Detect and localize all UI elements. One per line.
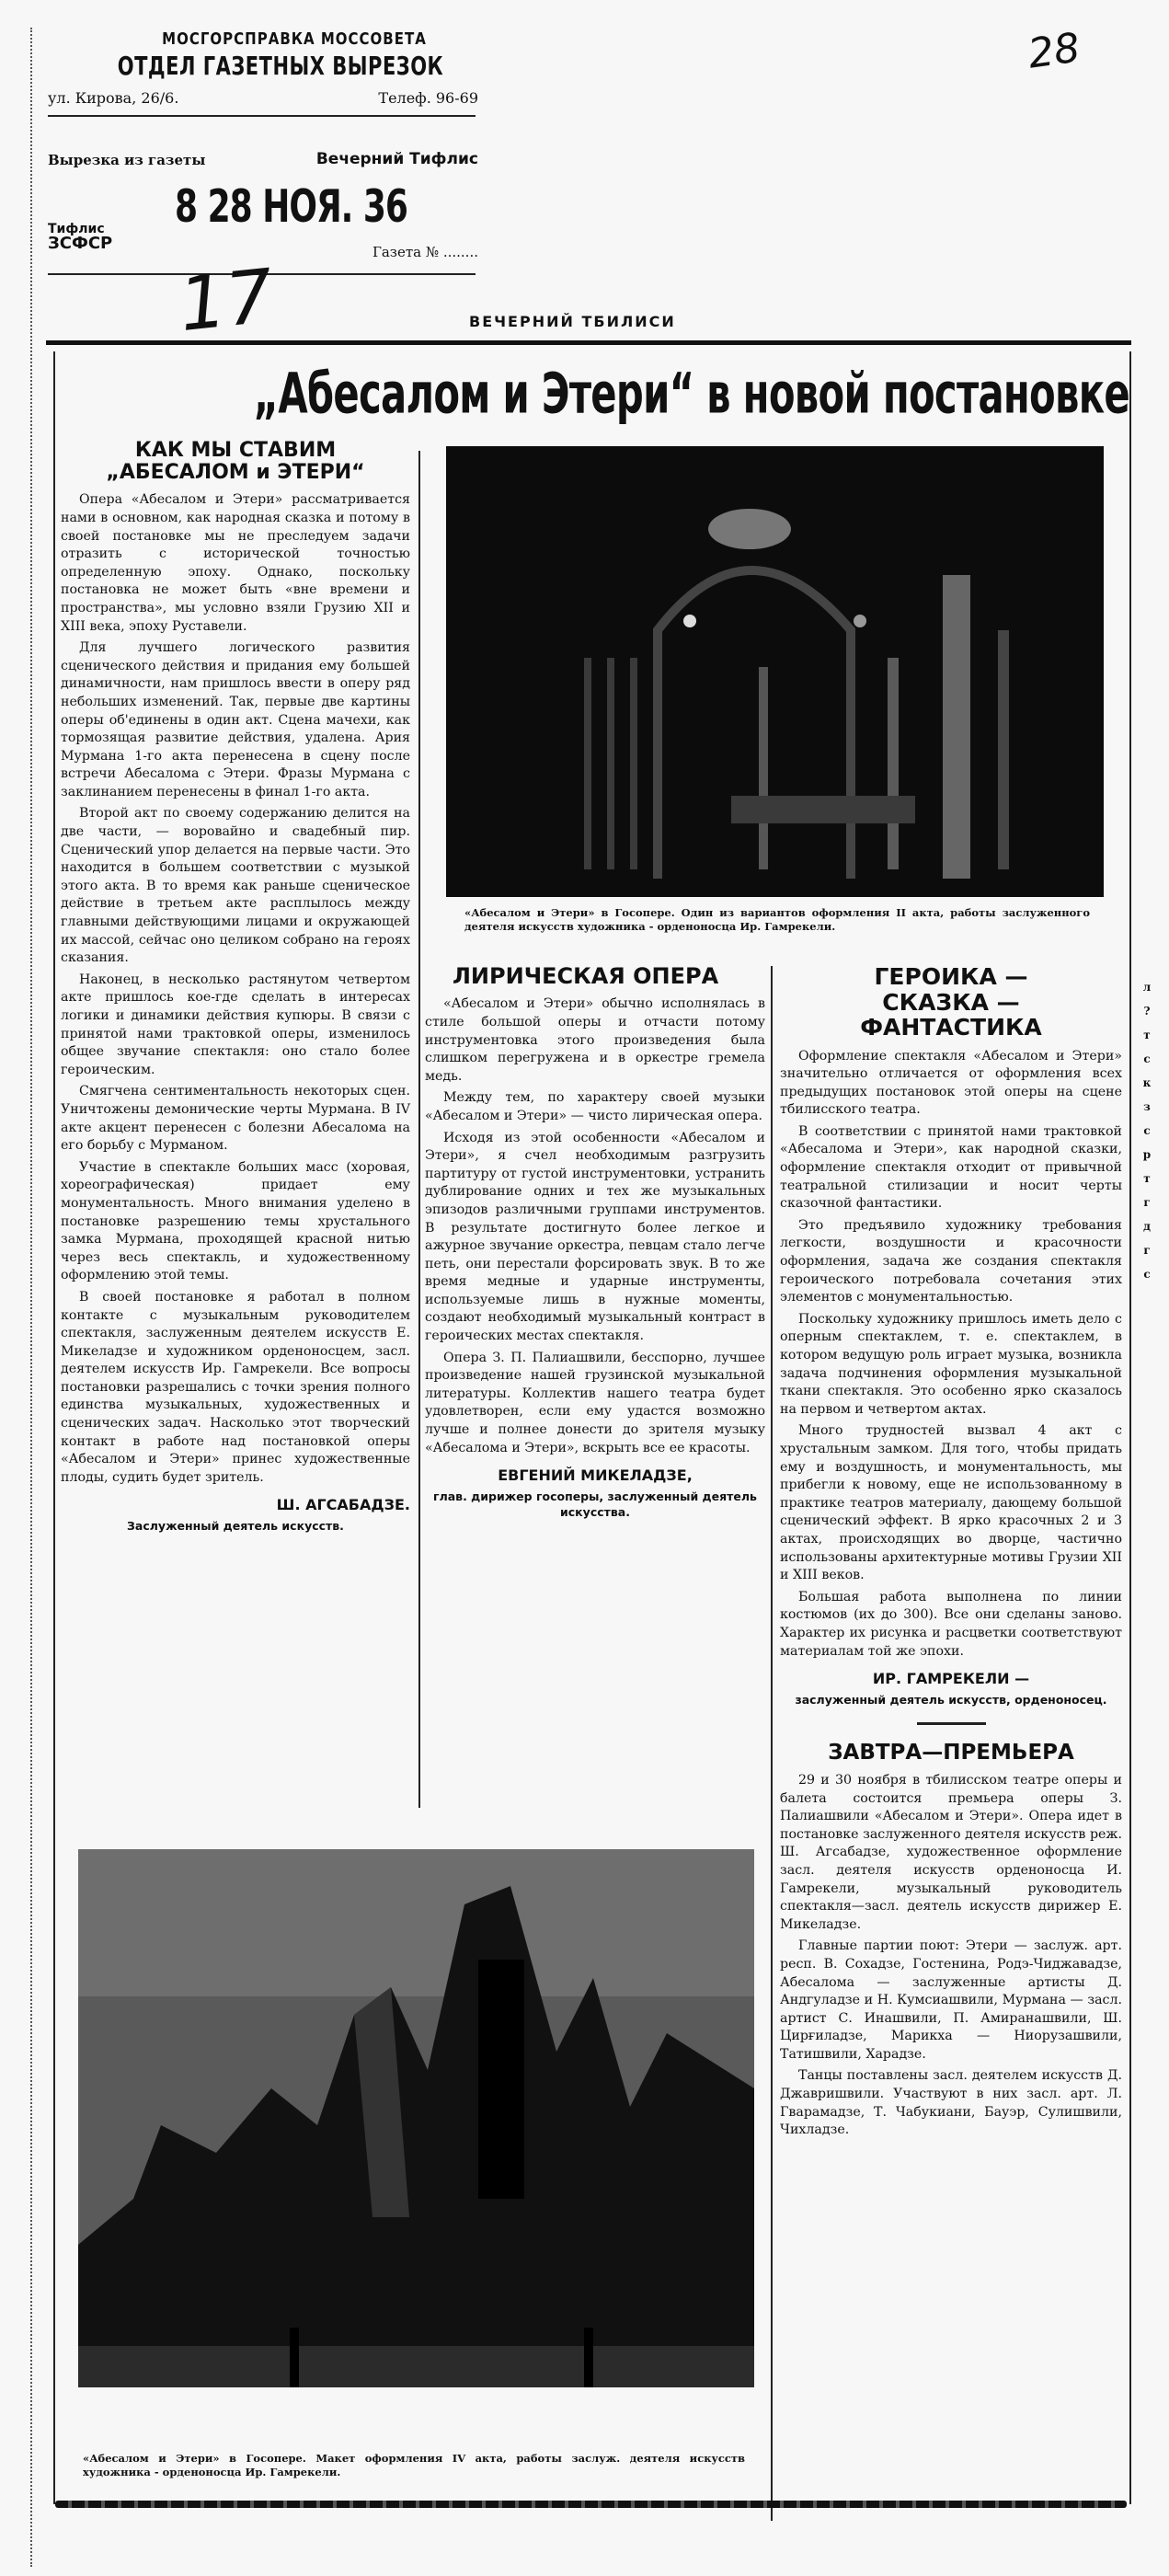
stamp-divider xyxy=(48,115,476,117)
paragraph: Участие в спектакле больших масс (хоровая, хореографическая) придает ему монументальность. Много внимания уделено в постановке разрешению темы хрустального замка Мурмана, проходящей красной нитью через весь спектакль, и художественному оформлению этой темы. xyxy=(61,1159,410,1283)
article-title-line2: „АБЕСАЛОМ и ЭТЕРИ“ xyxy=(106,461,365,485)
author-role: глав. дирижер госоперы, заслуженный деятель искусства. xyxy=(433,1489,757,1519)
paragraph: В своей постановке я работал в полном контакте с музыкальным руководителем спектакля, заслуженным деятелем искусств Е. Микеладзе и художником орденоносцем, засл. деятелем искусств Ир. Гамрекели. Все вопросы постановки разрешались с точки зрения полного единства музыкальных, художественных и сценических задач. Насколько этот творческий контакт в работе над постановкой оперы «Абесалом и Этери» принес художественные плоды, судить будет зритель. xyxy=(61,1289,410,1485)
fragment-char: з xyxy=(1143,1100,1151,1113)
stamp-address: ул. Кирова, 26/6. xyxy=(48,89,179,107)
author-signature: Ш. АГСАБАДЗЕ. xyxy=(276,1496,410,1514)
article-heroics-fairytale xyxy=(780,964,1122,2144)
author-role: Заслуженный деятель искусств. xyxy=(127,1519,344,1534)
fragment-char: т xyxy=(1143,1029,1151,1041)
fragment-char: л xyxy=(1142,981,1152,994)
paragraph: Поскольку художнику пришлось иметь дело с оперным спектаклем, т. е. спектаклем, в котором ведущую роль играет музыка, возникла задача подчинения оформления музыкальной ткани спектакля. Это особенно ярко сказалось на первом и четвертом актах. xyxy=(780,1311,1122,1417)
handwritten-sheet-number: 17 xyxy=(175,252,278,349)
article-how-we-stage xyxy=(61,440,410,1534)
main-headline: „Абесалом и Этери“ в новой постановке xyxy=(253,361,1129,427)
frame-left xyxy=(53,351,55,2504)
stamp-org: МОСГОРСПРАВКА МОССОВЕТА xyxy=(162,29,427,49)
author-role: заслуженный деятель искусств, орденоносец. xyxy=(795,1692,1107,1707)
photo-bottom-caption: «Абесалом и Этери» в Госопере. Макет оформления IV акта, работы заслуж. деятеля искусств художника - орденоносца Ир. Гамрекели. xyxy=(83,2452,745,2478)
paragraph: Исходя из этой особенности «Абесалом и Этери», я счел необходимым разгрузить партитуру от густой инструментовки, устранить дублирование одних и тех же музыкальных эпизодов различными группами инструментов. В результате достигнуто более легкое и ажурное звучание оркестра, певцам стало легче петь, они перестали форсировать звук. В то же время медные и ударные инструменты, используемые лишь в нужные моменты, создают необходимый музыкальный контраст в героических местах спектакля. xyxy=(425,1130,765,1344)
article-title-line3: ФАНТАСТИКА xyxy=(860,1014,1042,1041)
stamp-clipping-label: Вырезка из газеты xyxy=(48,152,206,168)
page-edge xyxy=(30,28,32,2567)
article-title-line1: КАК МЫ СТАВИМ xyxy=(134,439,337,462)
paragraph: Между тем, по характеру своей музыки «Абесалом и Этери» — чисто лирическая опера. xyxy=(425,1090,765,1123)
photo-top-caption: «Абесалом и Этери» в Госопере. Один из вариантов оформления II акта, работы заслуженного деятеля искусств художника - орденоносца Ир. Гамрекели. xyxy=(464,906,1090,933)
fragment-char: к xyxy=(1142,1076,1152,1089)
fragment-char: с xyxy=(1143,1124,1151,1137)
article-title: ЗАВТРА—ПРЕМЬЕРА xyxy=(828,1740,1074,1765)
paragraph: Главные партии поют: Этери — заслуж. арт. респ. В. Сохадзе, Гостенина, Родэ-Чиджавадзе, Абесалома — заслуженные артисты Д. Андгуладзе и Н. Кумсиашвили, Мурмана — засл. артист С. Инашвили, П. Амиранашвили, Ш. Цирғиладзе, Марикха — Ниорузашвили, Татишвили, Харадзе. xyxy=(780,1938,1122,2062)
arch-illustration xyxy=(446,446,1104,897)
fragment-char: т xyxy=(1143,1172,1151,1185)
stamp-city-line2: ЗСФСР xyxy=(48,234,113,253)
paragraph: Много трудностей вызвал 4 акт с хрустальным замком. Для того, чтобы придать ему и воздушность, и монументальность, мы прибегли к новому, еще не использованному в практике театров материалу, дающему большой сценический эффект. В ярко красочных 2 и 3 актах, происходящих во дворце, частично использованы архитектурные мотивы Грузии XII и XIII веков. xyxy=(780,1423,1122,1583)
frame-right xyxy=(1129,351,1131,2504)
fragment-char: ? xyxy=(1143,1005,1151,1018)
paragraph: Опера «Абесалом и Этери» рассматривается нами в основном, как народная сказка и потому в своей постановке мы не преследуем задачи отразить с исторической точностью определенную эпоху. Однако, поскольку постановка не может быть «вне времени и пространства», мы условно взяли Грузию XII и XIII века, эпоху Руставели. xyxy=(61,492,410,634)
stamp-department: ОТДЕЛ ГАЗЕТНЫХ ВЫРЕЗОК xyxy=(117,52,444,81)
stamp-city-line1: Тифлис xyxy=(48,222,105,236)
clipping-stamp xyxy=(46,14,478,276)
author-signature: ИР. ГАМРЕКЕЛИ — xyxy=(872,1670,1030,1688)
photo-act2-set xyxy=(446,446,1104,897)
paragraph: Большая работа выполнена по линии костюмов (их до 300). Все они сделаны заново. Характер их рисунка и расцветки соответствуют материалам той же эпохи. xyxy=(780,1589,1122,1659)
paragraph: 29 и 30 ноября в тбилисском театре оперы и балета состоится премьера оперы З. Палиашвили «Абесалом и Этери». Опера идет в постановке заслуженного деятеля искусств реж. Ш. Агсабадзе, художественное оформление засл. деятеля искусств орденоносца И. Гамрекели, музыкальный руководитель спектакля—засл. деятель искусств дирижер Е. Микеладзе. xyxy=(780,1772,1122,1932)
adjacent-column-fragment xyxy=(1140,975,1153,1286)
section-divider xyxy=(917,1722,986,1725)
paragraph: Оформление спектакля «Абесалом и Этери» значительно отличается от оформления всех предыдущих постановок этой оперы на сцене тбилисского театра. xyxy=(780,1048,1122,1118)
fragment-char: р xyxy=(1142,1148,1152,1161)
article-title-line1: ГЕРОИКА — xyxy=(874,963,1028,990)
crystal-castle-illustration xyxy=(78,1849,754,2387)
paragraph: В соответствии с принятой нами трактовкой «Абесалома и Этери», как народной сказки, оформление спектакля отходит от привычной театральной стилизации и носит черты сказочной фантастики. xyxy=(780,1123,1122,1212)
stamp-phone: Телеф. 96-69 xyxy=(378,89,478,107)
fragment-char: с xyxy=(1143,1052,1151,1065)
fragment-char: д xyxy=(1143,1220,1151,1233)
column-divider xyxy=(771,966,773,2521)
fragment-char: г xyxy=(1143,1244,1151,1257)
article-title xyxy=(780,964,1122,1041)
photo-act4-model xyxy=(78,1849,754,2387)
article-title-line2: СКАЗКА — xyxy=(882,988,1020,1016)
fragment-char: г xyxy=(1143,1196,1151,1209)
stamp-issue-number: Газета № ........ xyxy=(372,244,478,260)
paragraph: «Абесалом и Этери» обычно исполнялась в стиле большой оперы и отчасти потому инструментовка этого произведения была слишком перегружена и в оркестре гремела медь. xyxy=(425,996,765,1084)
masthead-rule xyxy=(46,340,1131,345)
paragraph: Танцы поставлены засл. деятелем искусств Д. Джавришвили. Участвуют в них засл. арт. Л. Гварамадзе, Т. Чабукиани, Бауэр, Сулишвили, Чихладзе. xyxy=(780,2068,1122,2138)
article-lyrical-opera xyxy=(425,964,765,1520)
paragraph: Второй акт по своему содержанию делится на две части, — воровайно и свадебный пир. Сценический упор делается на первые части. Это находится в большем соответствии с музыкой этого акта. В то время как раньше сценическое действие в третьем акте расплылось между главными действующими лицами и окружающей их массой, сейчас оно целиком собрано на героях сказания. xyxy=(61,806,410,966)
paragraph: Смягчена сентиментальность некоторых сцен. Уничтожены демонические черты Мурмана. В IV акте акцент перенесен с болезни Абесалома на его борьбу с Мурманом. xyxy=(61,1084,410,1154)
article-title xyxy=(61,440,410,484)
paragraph: Это предъявило художнику требования легкости, воздушности и красочности оформления, задача же создания спектакля героического потребовала сочетания этих элементов с монументальностью. xyxy=(780,1217,1122,1305)
bottom-rule xyxy=(55,2501,1127,2508)
paragraph: Для лучшего логического развития сценического действия и придания ему большей динамичности, нам пришлось ввести в оперу ряд небольших изменений. Так, первые две картины оперы об'единены в один акт. Сцена мачехи, как тормозящая развитие действия, удалена. Ария Мурмана 1-го акта перенесена в сцену после встречи Абесалома с Этери. Фразы Мурмана с заклинанием перенесены в финал 1-го акта. xyxy=(61,640,410,799)
paragraph: Опера З. П. Палиашвили, бесспорно, лучшее произведение нашей грузинской музыкальной литературы. Коллектив нашего театра будет удовлетворен, если ему удастся возможно лучше и полнее донести до зрителя музыку «Абесалома и Этери», вскрыть все ее красоты. xyxy=(425,1350,765,1455)
stamp-date: 8 28 НОЯ. 36 xyxy=(175,181,407,234)
handwritten-page-number: 28 xyxy=(1025,24,1083,78)
fragment-char: с xyxy=(1143,1268,1151,1281)
stamp-city xyxy=(48,222,112,251)
paragraph: Наконец, в несколько растянутом четвертом акте пришлось кое-где сделать в интересах логики и динамики действия купюры. В связи с принятой нами трактовкой оперы, изменилось общее звучание спектакля: оно стало более героическим. xyxy=(61,972,410,1077)
newspaper-masthead: ВЕЧЕРНИЙ ТБИЛИСИ xyxy=(469,313,676,330)
article-title: ЛИРИЧЕСКАЯ ОПЕРА xyxy=(453,963,719,989)
stamp-newspaper-name: Вечерний Тифлис xyxy=(315,150,478,168)
author-signature: ЕВГЕНИЙ МИКЕЛАДЗЕ, xyxy=(498,1466,693,1485)
column-divider xyxy=(418,451,420,1808)
